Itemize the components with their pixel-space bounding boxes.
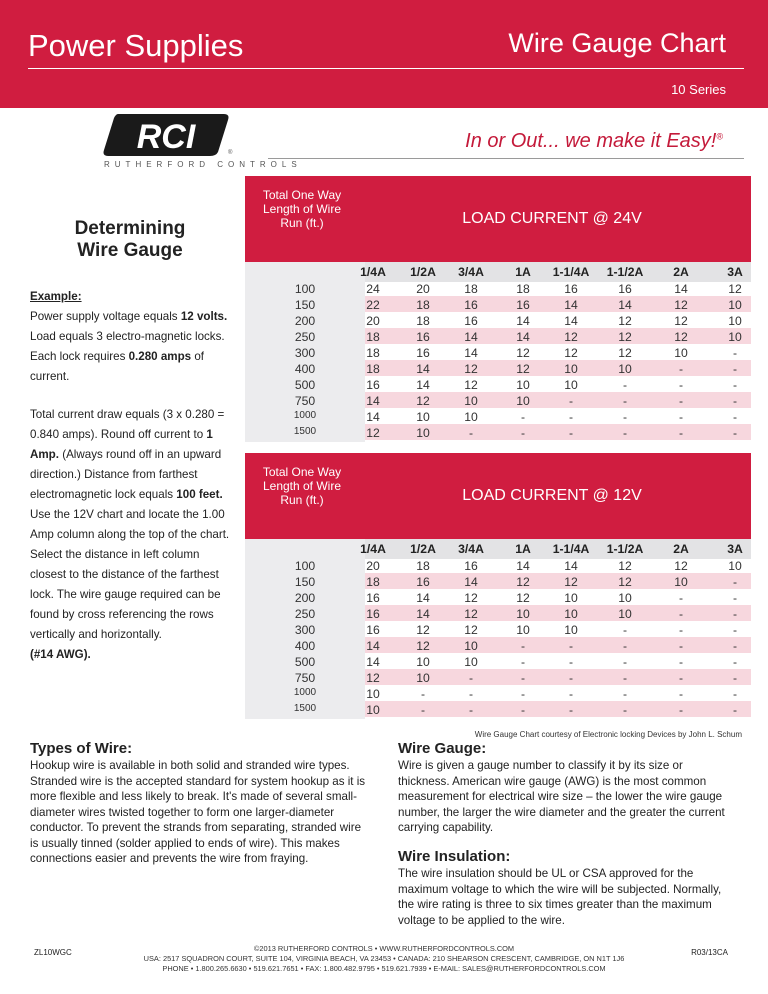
gauge-cell: 22: [366, 298, 380, 312]
gauge-cell: 16: [416, 346, 430, 360]
gauge-cell: 24: [366, 282, 380, 296]
row-length: 500: [294, 655, 316, 669]
gauge-cell: 16: [416, 575, 430, 589]
logo-registered-mark: ®: [228, 150, 233, 156]
calc-text-2: (Always round off in an upward direction.) Distance from farthest electromagnetic lock equals: [30, 448, 222, 501]
gauge-cell: 10: [464, 655, 478, 669]
row-length: 200: [294, 591, 316, 605]
gauge-cell: -: [568, 687, 574, 701]
column-header: 1A: [515, 265, 531, 279]
table-header: [245, 176, 751, 262]
example-text-1: Power supply voltage equals: [30, 310, 178, 323]
gauge-cell: -: [468, 426, 474, 440]
gauge-cell: 10: [464, 639, 478, 653]
gauge-cell: -: [622, 623, 628, 637]
column-header: 2A: [673, 265, 689, 279]
rci-logo: [104, 112, 233, 158]
gauge-cell: 14: [564, 314, 578, 328]
gauge-cell: -: [678, 655, 684, 669]
gauge-cell: -: [622, 687, 628, 701]
table-title: LOAD CURRENT @ 12V: [462, 487, 642, 504]
gauge-cell: 10: [728, 559, 742, 573]
gauge-cell: 10: [564, 591, 578, 605]
gauge-cell: 14: [464, 330, 478, 344]
gauge-cell: -: [732, 575, 738, 589]
gauge-cell: -: [678, 410, 684, 424]
gauge-cell: -: [568, 639, 574, 653]
logo-text: RCI: [136, 118, 196, 156]
gauge-cell: 14: [366, 639, 380, 653]
gauge-cell: 16: [464, 298, 478, 312]
example-paragraph: [30, 287, 235, 387]
table-24v: [245, 176, 751, 442]
gauge-cell: 14: [366, 410, 380, 424]
wire-gauge-title: Wire Gauge:: [398, 740, 487, 757]
wire-insulation-title: Wire Insulation:: [398, 848, 511, 865]
gauge-cell: -: [678, 639, 684, 653]
gauge-cell: 10: [516, 394, 530, 408]
gauge-cell: 18: [416, 559, 430, 573]
gauge-cell: -: [420, 687, 426, 701]
gauge-cell: 12: [416, 639, 430, 653]
gauge-cell: 12: [464, 362, 478, 376]
row-length: 750: [294, 671, 316, 685]
gauge-cell: 10: [728, 330, 742, 344]
gauge-cell: 12: [618, 575, 632, 589]
row-length: 1500: [293, 703, 317, 714]
gauge-cell: 16: [416, 330, 430, 344]
example-volts: 12 volts.: [180, 310, 228, 323]
gauge-cell: 14: [564, 559, 578, 573]
row-length: 100: [294, 559, 316, 573]
category-title: Power Supplies: [28, 28, 244, 63]
gauge-cell: 12: [674, 298, 688, 312]
gauge-cell: 12: [516, 362, 530, 376]
gauge-cell: 12: [464, 591, 478, 605]
gauge-cell: 10: [728, 298, 742, 312]
gauge-cell: -: [568, 394, 574, 408]
gauge-cell: -: [732, 623, 738, 637]
gauge-cell: 12: [674, 330, 688, 344]
gauge-cell: 12: [516, 591, 530, 605]
gauge-cell: 10: [416, 426, 430, 440]
gauge-cell: 14: [416, 591, 430, 605]
gauge-cell: -: [568, 426, 574, 440]
logo-subtitle: RUTHERFORD CONTROLS: [104, 160, 302, 169]
example-text-3: of current.: [30, 350, 205, 383]
sidebar-heading-line1: Determining: [74, 218, 186, 239]
gauge-cell: -: [622, 639, 628, 653]
gauge-cell: 10: [416, 410, 430, 424]
gauge-cell: 18: [366, 330, 380, 344]
gauge-cell: 12: [564, 330, 578, 344]
gauge-cell: 18: [416, 298, 430, 312]
gauge-cell: 10: [564, 607, 578, 621]
gauge-cell: 12: [728, 282, 742, 296]
types-of-wire-title: Types of Wire:: [30, 740, 133, 757]
gauge-cell: 12: [464, 378, 478, 392]
gauge-cell: 14: [674, 282, 688, 296]
gauge-cell: 12: [464, 623, 478, 637]
gauge-cell: -: [678, 687, 684, 701]
gauge-cell: 18: [516, 282, 530, 296]
gauge-cell: -: [622, 426, 628, 440]
row-length: 750: [294, 394, 316, 408]
row-length: 1000: [293, 687, 317, 698]
row-length: 150: [294, 298, 316, 312]
gauge-cell: 20: [366, 559, 380, 573]
table-12v: [245, 453, 751, 719]
revision-code: R03/13CA: [691, 948, 728, 957]
gauge-cell: -: [468, 703, 474, 717]
gauge-cell: 18: [366, 362, 380, 376]
row-length: 400: [294, 362, 316, 376]
gauge-cell: 10: [464, 410, 478, 424]
gauge-cell: 10: [516, 607, 530, 621]
gauge-cell: 16: [464, 559, 478, 573]
gauge-cell: -: [568, 410, 574, 424]
tagline-text: In or Out... we make it Easy!: [465, 130, 717, 152]
column-header: 3/4A: [458, 542, 484, 556]
gauge-cell: 12: [674, 559, 688, 573]
gauge-cell: 12: [618, 314, 632, 328]
footer-contact: [140, 944, 628, 974]
gauge-cell: -: [732, 426, 738, 440]
gauge-cell: -: [732, 378, 738, 392]
gauge-cell: 10: [618, 362, 632, 376]
gauge-cell: -: [568, 703, 574, 717]
wire-gauge-text: Wire is given a gauge number to classify it by its size or thickness. American wire gauge (AWG) is the most common measurement for electrical wire size – the lower the wire gauge number, the larger the wire diameter and the greater the current carrying capability.: [398, 759, 725, 834]
gauge-cell: -: [468, 687, 474, 701]
column-header: 1/2A: [410, 542, 436, 556]
gauge-cell: 10: [674, 346, 688, 360]
tagline-divider: [268, 158, 744, 159]
series-label: 10 Series: [671, 82, 726, 97]
header-banner: [0, 0, 768, 108]
gauge-cell: -: [520, 410, 526, 424]
gauge-cell: 18: [366, 346, 380, 360]
gauge-cell: 12: [416, 623, 430, 637]
gauge-cell: 14: [564, 298, 578, 312]
gauge-cell: 14: [464, 575, 478, 589]
gauge-cell: 14: [416, 378, 430, 392]
row-length: 1500: [293, 426, 317, 437]
gauge-cell: 12: [618, 346, 632, 360]
gauge-cell: 14: [366, 394, 380, 408]
column-header: 1-1/2A: [606, 542, 644, 556]
row-length: 300: [294, 346, 316, 360]
gauge-cell: 12: [674, 314, 688, 328]
gauge-cell: 16: [366, 623, 380, 637]
gauge-cell: -: [732, 410, 738, 424]
gauge-cell: 16: [618, 282, 632, 296]
gauge-cell: -: [520, 426, 526, 440]
gauge-cell: -: [678, 703, 684, 717]
gauge-cell: -: [520, 655, 526, 669]
gauge-cell: 14: [416, 607, 430, 621]
table-title: LOAD CURRENT @ 24V: [462, 210, 642, 227]
example-label: Example:: [30, 290, 82, 303]
gauge-cell: 18: [366, 575, 380, 589]
gauge-cell: -: [622, 655, 628, 669]
gauge-cell: -: [420, 703, 426, 717]
gauge-cell: -: [622, 394, 628, 408]
tagline: [465, 130, 723, 153]
footer-copyright: ©2013 RUTHERFORD CONTROLS • WWW.RUTHERFORDCONTROLS.COM: [253, 944, 515, 953]
column-header: 1-1/2A: [606, 265, 644, 279]
sidebar-heading: [30, 218, 230, 262]
gauge-cell: 18: [464, 282, 478, 296]
row-length: 300: [294, 623, 316, 637]
banner-divider: [28, 68, 744, 69]
gauge-cell: 10: [516, 378, 530, 392]
gauge-cell: -: [468, 671, 474, 685]
column-header: 3/4A: [458, 265, 484, 279]
column-header: 2A: [673, 542, 689, 556]
row-length: 200: [294, 314, 316, 328]
gauge-cell: -: [520, 687, 526, 701]
gauge-cell: -: [732, 687, 738, 701]
row-label-header: Total One Way Length of Wire Run (ft.): [262, 465, 342, 507]
column-header: 1/4A: [360, 542, 386, 556]
gauge-cell: 10: [618, 591, 632, 605]
gauge-cell: 12: [366, 426, 380, 440]
gauge-cell: -: [678, 623, 684, 637]
gauge-cell: 14: [516, 330, 530, 344]
gauge-cell: 10: [564, 623, 578, 637]
table-header: [245, 453, 751, 539]
gauge-cell: 10: [464, 394, 478, 408]
gauge-cell: -: [520, 703, 526, 717]
column-header: 1A: [515, 542, 531, 556]
footer-addresses: USA: 2517 SQUADRON COURT, SUITE 104, VIRGINIA BEACH, VA 23453 • CANADA: 210 SHEARSON CRESCENT, CAMBRIDGE, ON N1T 1J6: [143, 954, 625, 963]
gauge-cell: -: [678, 362, 684, 376]
calc-amp: 1 Amp.: [30, 428, 213, 461]
row-length: 500: [294, 378, 316, 392]
row-label-header: Total One Way Length of Wire Run (ft.): [262, 188, 342, 230]
gauge-cell: 14: [516, 314, 530, 328]
gauge-cell: -: [732, 671, 738, 685]
column-header: 1/4A: [360, 265, 386, 279]
gauge-cell: 10: [564, 378, 578, 392]
gauge-cell: 16: [366, 607, 380, 621]
gauge-cell: -: [732, 639, 738, 653]
gauge-cell: 12: [516, 346, 530, 360]
document-code: ZL10WGC: [34, 948, 72, 957]
gauge-cell: 12: [464, 607, 478, 621]
gauge-cell: -: [678, 591, 684, 605]
gauge-cell: -: [678, 426, 684, 440]
example-amps: 0.280 amps: [128, 350, 192, 363]
column-header: 1-1/4A: [552, 265, 590, 279]
gauge-cell: -: [732, 703, 738, 717]
gauge-cell: 10: [618, 607, 632, 621]
calculation-paragraph: [30, 405, 235, 665]
row-length: 250: [294, 607, 316, 621]
chart-credit: Wire Gauge Chart courtesy of Electronic locking Devices by John L. Schum: [474, 730, 742, 739]
example-text-2: Load equals 3 electro-magnetic locks. Each lock requires: [30, 330, 225, 363]
calc-text-1: Total current draw equals (3 x 0.280 = 0.840 amps). Round off current to: [30, 408, 225, 441]
gauge-cell: 10: [366, 703, 380, 717]
gauge-cell: 12: [564, 346, 578, 360]
gauge-cell: 10: [416, 671, 430, 685]
row-length: 250: [294, 330, 316, 344]
gauge-cell: -: [568, 655, 574, 669]
gauge-cell: 12: [366, 671, 380, 685]
row-length: 1000: [293, 410, 317, 421]
tagline-registered-mark: ®: [716, 131, 723, 142]
gauge-cell: -: [622, 671, 628, 685]
gauge-cell: -: [732, 655, 738, 669]
row-length: 100: [294, 282, 316, 296]
gauge-cell: 12: [618, 559, 632, 573]
gauge-cell: 12: [618, 330, 632, 344]
sidebar-heading-line2: Wire Gauge: [77, 240, 183, 261]
gauge-cell: 10: [674, 575, 688, 589]
column-header: 1/2A: [410, 265, 436, 279]
gauge-cell: 14: [618, 298, 632, 312]
gauge-cell: -: [622, 703, 628, 717]
gauge-cell: 16: [564, 282, 578, 296]
calc-text-3: Use the 12V chart and locate the 1.00 Amp column along the top of the chart. Select the distance in left column closest to the distance of the farthest lock. The wire gauge required can be found by cross referencing the rows vertically and horizontally.: [30, 508, 230, 641]
wire-insulation-text: The wire insulation should be UL or CSA approved for the maximum voltage to which the wire will be subjected. Normally, the wire rating is three to six times greater than the maximum voltage to be applied to the wire.: [398, 867, 722, 927]
gauge-cell: -: [678, 607, 684, 621]
gauge-cell: -: [678, 378, 684, 392]
gauge-cell: 14: [416, 362, 430, 376]
column-header: 1-1/4A: [552, 542, 590, 556]
gauge-cell: -: [568, 671, 574, 685]
column-header: 3A: [727, 542, 743, 556]
gauge-cell: 14: [464, 346, 478, 360]
page-title: Wire Gauge Chart: [508, 28, 726, 58]
calc-feet: 100 feet.: [176, 488, 223, 501]
gauge-cell: 20: [366, 314, 380, 328]
gauge-cell: -: [678, 394, 684, 408]
gauge-cell: 12: [416, 394, 430, 408]
gauge-cell: -: [622, 378, 628, 392]
gauge-cell: 18: [416, 314, 430, 328]
gauge-cell: 14: [516, 559, 530, 573]
gauge-cell: 16: [366, 378, 380, 392]
gauge-cell: 16: [516, 298, 530, 312]
gauge-cell: 12: [564, 575, 578, 589]
gauge-cell: -: [732, 394, 738, 408]
gauge-cell: -: [732, 346, 738, 360]
gauge-cell: -: [520, 639, 526, 653]
gauge-cell: -: [732, 362, 738, 376]
gauge-cell: 16: [464, 314, 478, 328]
gauge-cell: 16: [366, 591, 380, 605]
gauge-cell: 10: [416, 655, 430, 669]
gauge-cell: 10: [516, 623, 530, 637]
gauge-cell: -: [520, 671, 526, 685]
gauge-cell: -: [732, 591, 738, 605]
gauge-cell: 14: [366, 655, 380, 669]
gauge-cell: 10: [366, 687, 380, 701]
row-length: 150: [294, 575, 316, 589]
calc-result: (#14 AWG).: [30, 648, 91, 661]
column-header: 3A: [727, 265, 743, 279]
gauge-cell: 20: [416, 282, 430, 296]
row-length: 400: [294, 639, 316, 653]
gauge-cell: -: [622, 410, 628, 424]
gauge-cell: 12: [516, 575, 530, 589]
gauge-cell: -: [678, 671, 684, 685]
gauge-cell: 10: [564, 362, 578, 376]
gauge-cell: -: [732, 607, 738, 621]
types-of-wire-text: Hookup wire is available in both solid and stranded wire types. Stranded wire is the accepted standard for system hookup as it is more flexible and less likely to break. It's made of several small-diameter wires twisted together to form one larger-diameter conductor. To prevent the strands from separating, stranded wire is usually tinned (solder applied to ends of wire). This makes connections easier and prevents the wire from fraying.: [30, 759, 366, 865]
gauge-cell: 10: [728, 314, 742, 328]
footer-phone: PHONE • 1.800.265.6630 • 519.621.7651 • FAX: 1.800.482.9795 • 519.621.7939 • E-MAIL: SALES@RUTHERFORDCONTROLS.COM: [162, 964, 606, 973]
